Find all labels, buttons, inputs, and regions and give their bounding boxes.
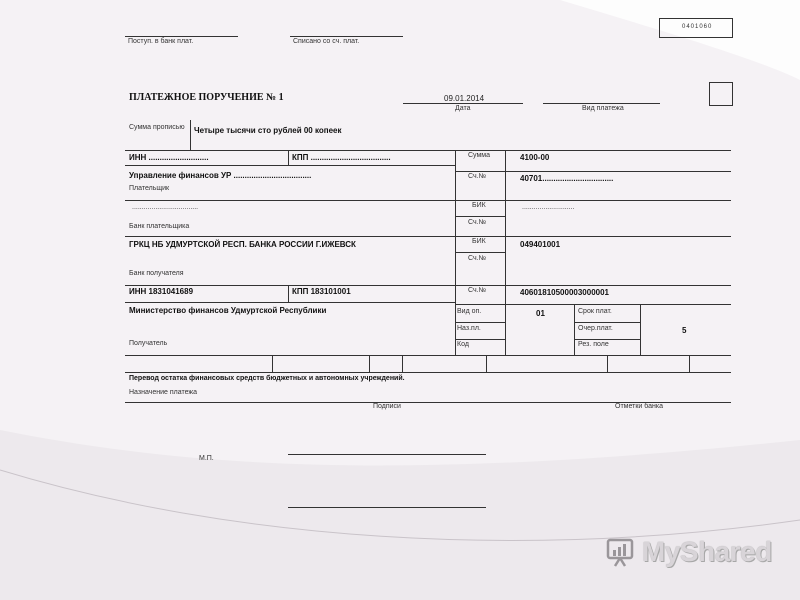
document-title: ПЛАТЕЖНОЕ ПОРУЧЕНИЕ № 1 — [129, 92, 284, 103]
date-line — [403, 103, 523, 104]
grid-line — [574, 339, 640, 340]
grid-line — [125, 285, 731, 286]
payee-account-label: Сч.№ — [468, 287, 487, 294]
order-value: 5 — [682, 326, 687, 335]
debited-line — [290, 36, 403, 37]
grid-line — [455, 150, 456, 355]
grid-line — [486, 355, 487, 372]
payee-account-value: 40601810500003000001 — [520, 288, 609, 297]
grid-line — [455, 171, 731, 172]
payer-bank-bik-value: ........................... — [522, 204, 575, 211]
payer-inn: ИНН ........................... — [129, 153, 209, 162]
op-type-label: Вид оп. — [457, 308, 482, 315]
grid-line — [574, 304, 575, 355]
sum-words-value: Четыре тысячи сто рублей 00 копеек — [194, 126, 342, 135]
sum-label: Сумма — [468, 152, 490, 159]
grid-line — [402, 355, 403, 372]
payer-label: Плательщик — [129, 185, 170, 192]
grid-line — [455, 252, 505, 253]
op-type-value: 01 — [536, 309, 545, 318]
purpose-text: Перевод остатка финансовых средств бюджетных и автономных учреждений. — [129, 375, 405, 382]
payer-bank-account-label: Сч.№ — [468, 219, 487, 226]
stamp-label: М.П. — [199, 455, 214, 462]
payment-type-label: Вид платежа — [582, 105, 624, 112]
payee-bank-name: ГРКЦ НБ УДМУРТСКОЙ РЕСП. БАНКА РОССИИ Г.ИЖЕВСК — [129, 240, 356, 249]
payee-bank-bik-value: 049401001 — [520, 240, 561, 249]
grid-line — [455, 304, 731, 305]
payer-bank-bik-label: БИК — [472, 202, 486, 209]
presentation-board-icon — [606, 537, 636, 567]
purpose-code-label: Наз.пл. — [457, 325, 481, 332]
code-label: Код — [457, 341, 469, 348]
payer-name: Управление финансов УР ................................... — [129, 171, 312, 180]
grid-line — [125, 150, 731, 151]
reserve-label: Рез. поле — [578, 341, 609, 348]
sum-value: 4100-00 — [520, 153, 550, 162]
payee-kpp: КПП 183101001 — [292, 287, 351, 296]
payee-inn: ИНН 1831041689 — [129, 287, 194, 296]
grid-line — [574, 322, 640, 323]
payer-account-value: 40701................................ — [520, 174, 614, 183]
received-label: Поступ. в банк плат. — [128, 38, 194, 45]
payee-bank-bik-label: БИК — [472, 238, 486, 245]
signature-line-2 — [288, 507, 486, 508]
date-label: Дата — [455, 105, 471, 112]
form-code-box — [659, 18, 733, 38]
signatures-label: Подписи — [373, 403, 401, 410]
grid-line — [640, 304, 641, 355]
bank-marks-label: Отметки банка — [615, 403, 663, 410]
grid-line — [288, 285, 289, 302]
grid-line — [369, 355, 370, 372]
signature-line-1 — [288, 454, 486, 455]
payer-bank-name: .................................. — [132, 204, 199, 211]
grid-line — [455, 322, 505, 323]
received-line — [125, 36, 238, 37]
payee-name: Министерство финансов Удмуртской Республики — [129, 306, 327, 315]
grid-line — [125, 302, 455, 303]
payer-status-box — [709, 82, 733, 106]
grid-line — [125, 236, 731, 237]
grid-line — [455, 339, 505, 340]
grid-line — [455, 216, 505, 217]
grid-line — [125, 165, 455, 166]
payer-kpp: КПП .................................... — [292, 153, 391, 162]
purpose-label: Назначение платежа — [129, 389, 197, 396]
payer-account-label: Сч.№ — [468, 173, 487, 180]
watermark-logo — [606, 536, 772, 568]
date-value: 09.01.2014 — [444, 94, 485, 103]
payee-bank-label: Банк получателя — [129, 270, 184, 277]
grid-line — [125, 200, 731, 201]
order-label: Очер.плат. — [578, 325, 613, 332]
grid-line — [689, 355, 690, 372]
grid-line — [125, 372, 731, 373]
payer-bank-label: Банк плательщика — [129, 223, 190, 230]
term-label: Срок плат. — [578, 308, 612, 315]
grid-line — [272, 355, 273, 372]
sum-words-label: Сумма прописью — [129, 124, 185, 131]
payee-bank-account-label: Сч.№ — [468, 255, 487, 262]
sum-words-divider — [190, 120, 191, 150]
form-code: 0401060 — [682, 24, 713, 30]
grid-line — [607, 355, 608, 372]
debited-label: Списано со сч. плат. — [293, 38, 360, 45]
payee-label: Получатель — [129, 340, 168, 347]
grid-line — [125, 355, 731, 356]
payment-type-line — [543, 103, 660, 104]
grid-line — [288, 150, 289, 165]
watermark-text: MyShared — [642, 536, 772, 567]
grid-line — [505, 150, 506, 355]
